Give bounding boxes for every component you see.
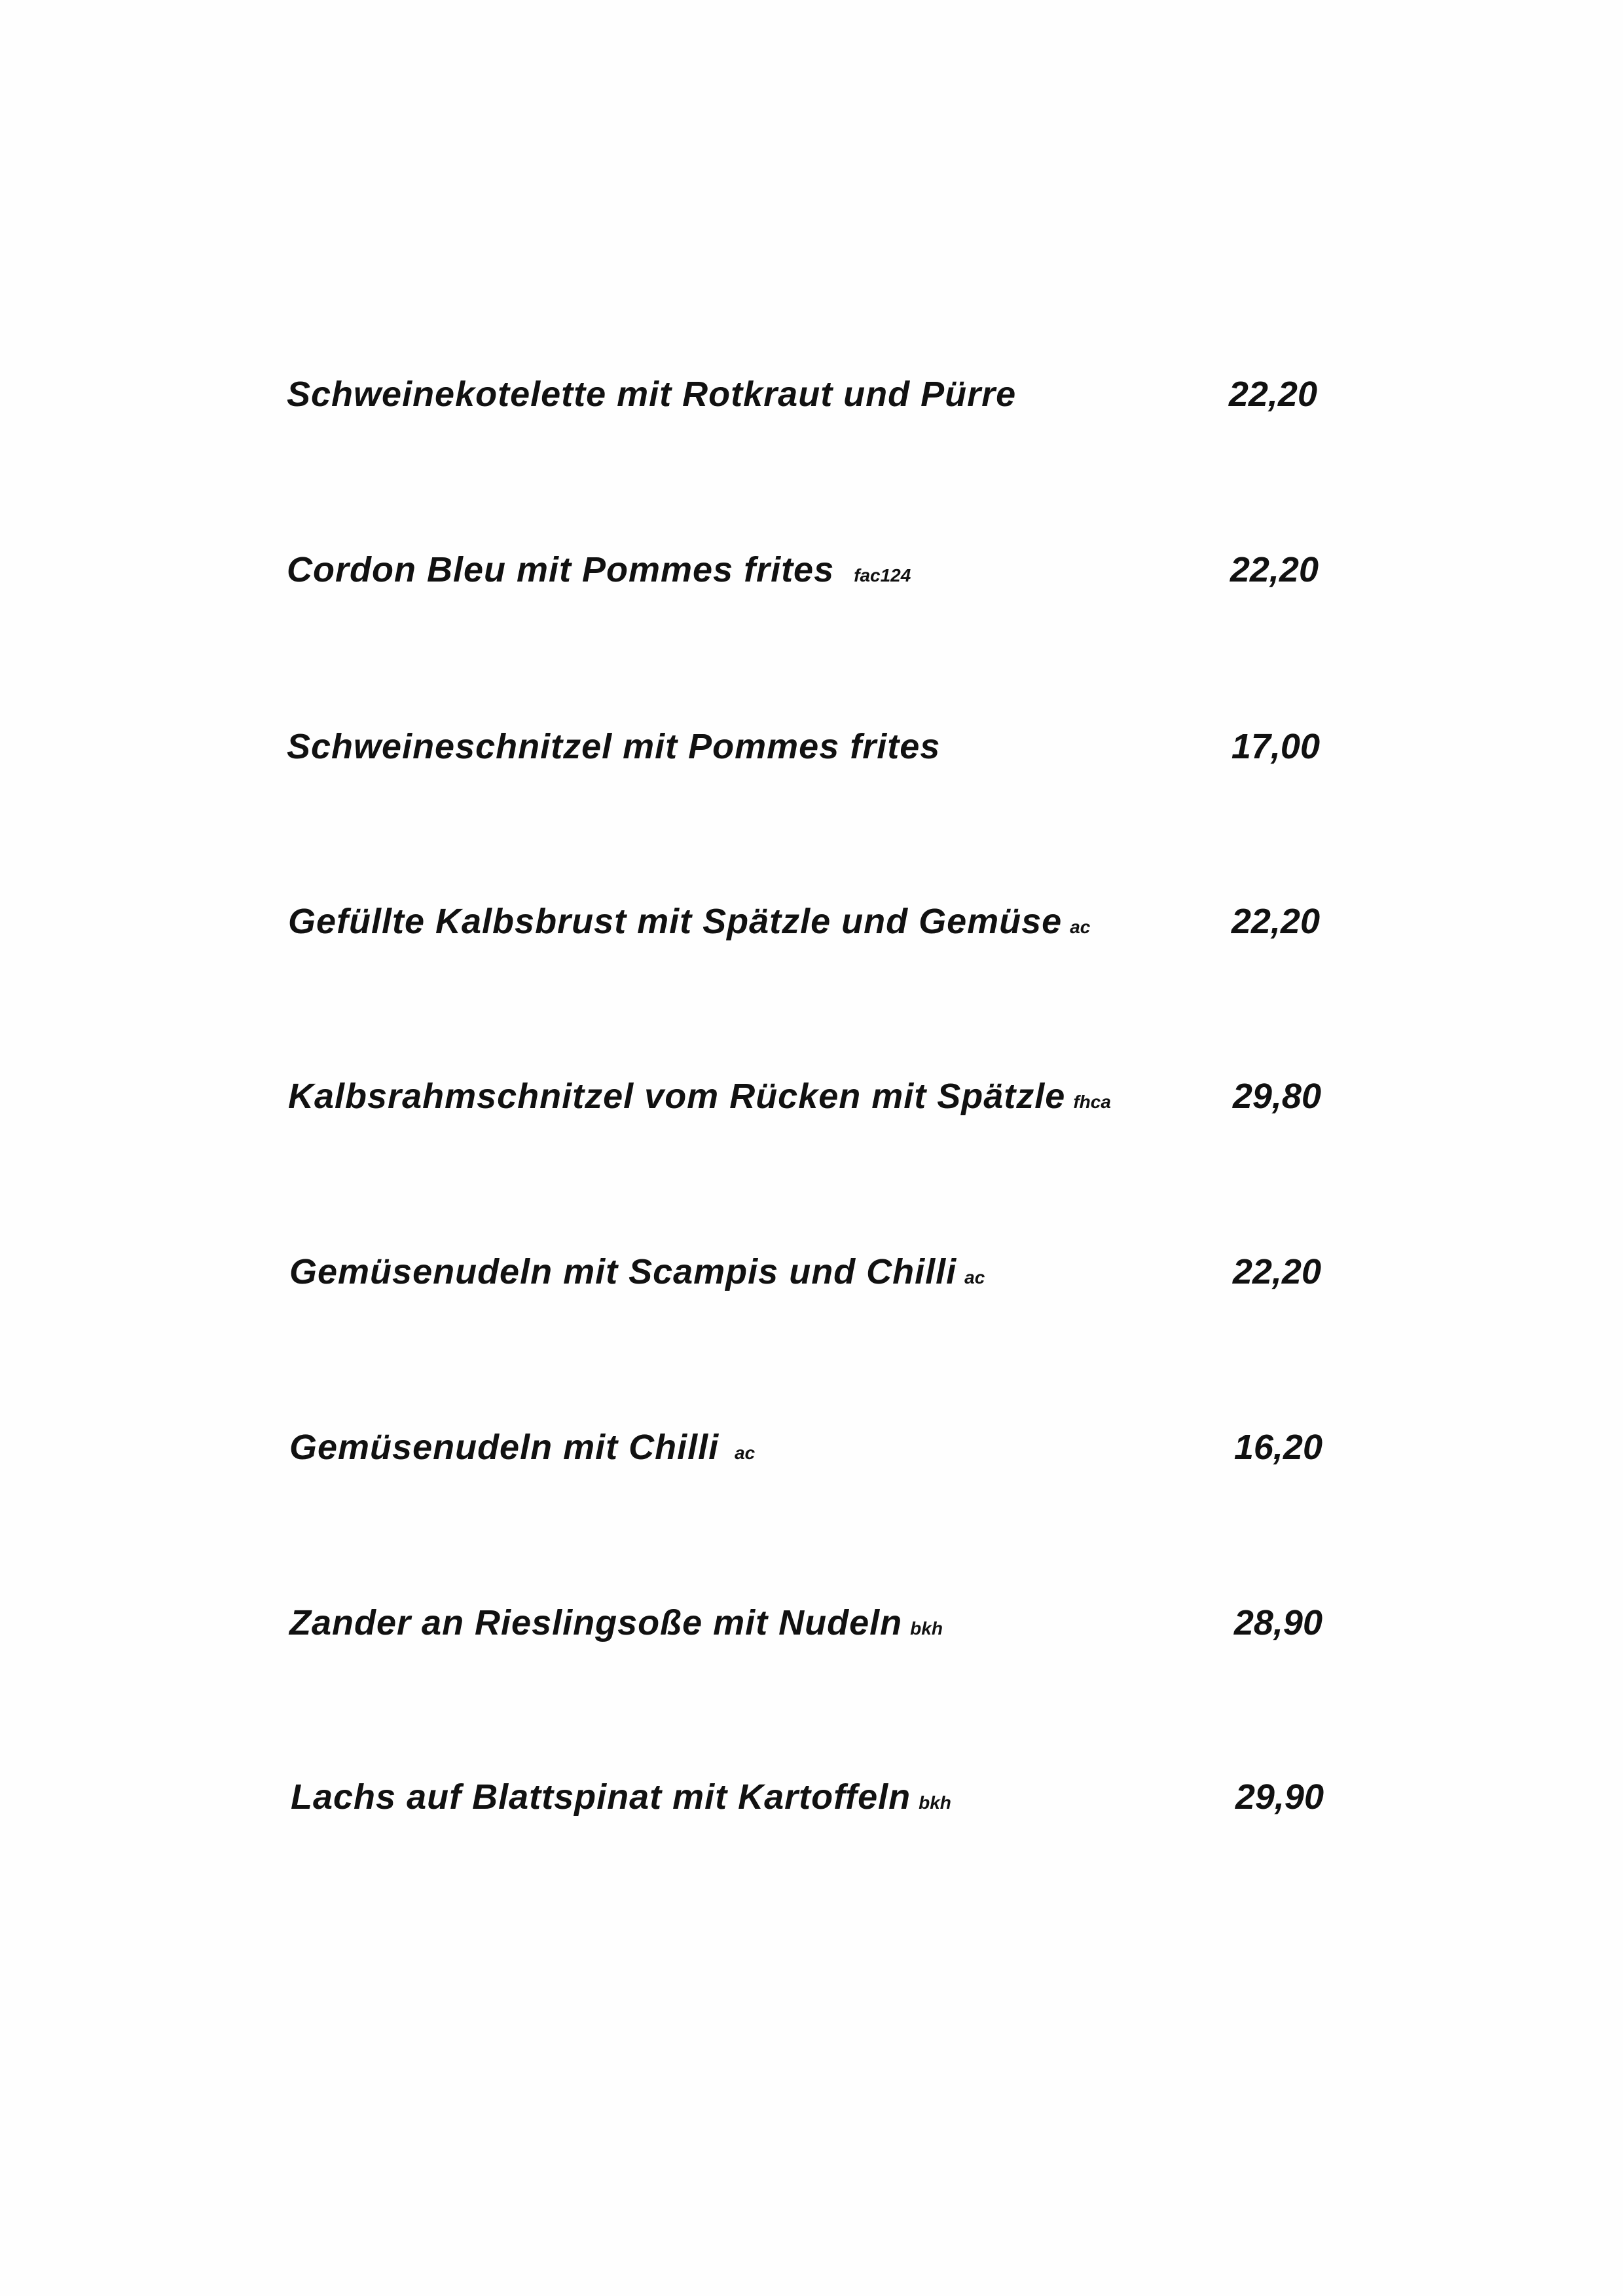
menu-item (0, 1251, 1623, 1329)
dish-price: 22,20 (1232, 1252, 1321, 1291)
menu-item (0, 1426, 1623, 1505)
dish-name: Schweinekotelette mit Rotkraut und Pürre (287, 375, 1017, 414)
dish-price: 29,80 (1232, 1077, 1321, 1116)
dish-line (287, 726, 948, 773)
allergen-codes: ac (1070, 917, 1091, 937)
dish-name: Cordon Bleu mit Pommes frites (287, 550, 835, 589)
menu-item (0, 373, 1623, 452)
menu-item (0, 1776, 1623, 1855)
menu-item (0, 726, 1623, 804)
dish-line (289, 1602, 943, 1650)
dish-name: Gemüsenudeln mit Chilli (289, 1428, 720, 1467)
menu-item (0, 549, 1623, 627)
menu-item (0, 1602, 1623, 1680)
allergen-codes: fhca (1073, 1092, 1111, 1112)
menu-item (0, 900, 1623, 979)
dish-name: Gemüsenudeln mit Scampis und Chilli (289, 1252, 957, 1291)
allergen-codes: ac (735, 1443, 756, 1463)
dish-price: 22,20 (1231, 902, 1320, 941)
menu-item (0, 1075, 1623, 1154)
dish-line (291, 1776, 951, 1824)
dish-line (289, 1426, 755, 1474)
dish-line (287, 549, 911, 597)
dish-line (288, 900, 1090, 948)
allergen-codes: bkh (910, 1618, 943, 1639)
dish-price: 28,90 (1233, 1603, 1322, 1642)
dish-price: 22,20 (1228, 375, 1317, 414)
allergen-codes: bkh (919, 1792, 951, 1813)
dish-line (288, 1075, 1111, 1123)
dish-line (287, 373, 1024, 421)
dish-price: 17,00 (1231, 727, 1320, 766)
dish-name: Kalbsrahmschnitzel vom Rücken mit Spätzle (288, 1077, 1066, 1116)
allergen-codes: ac (964, 1267, 985, 1287)
dish-name: Gefüllte Kalbsbrust mit Spätzle und Gemüse (288, 902, 1063, 941)
dish-line (289, 1251, 985, 1299)
dish-name: Schweineschnitzel mit Pommes frites (287, 727, 941, 766)
dish-price: 16,20 (1233, 1428, 1322, 1467)
dish-name: Lachs auf Blattspinat mit Kartoffeln (291, 1777, 911, 1817)
allergen-codes: fac124 (854, 565, 911, 585)
dish-price: 29,90 (1235, 1777, 1324, 1817)
dish-price: 22,20 (1230, 550, 1319, 589)
dish-name: Zander an Rieslingsoße mit Nudeln (289, 1603, 903, 1642)
